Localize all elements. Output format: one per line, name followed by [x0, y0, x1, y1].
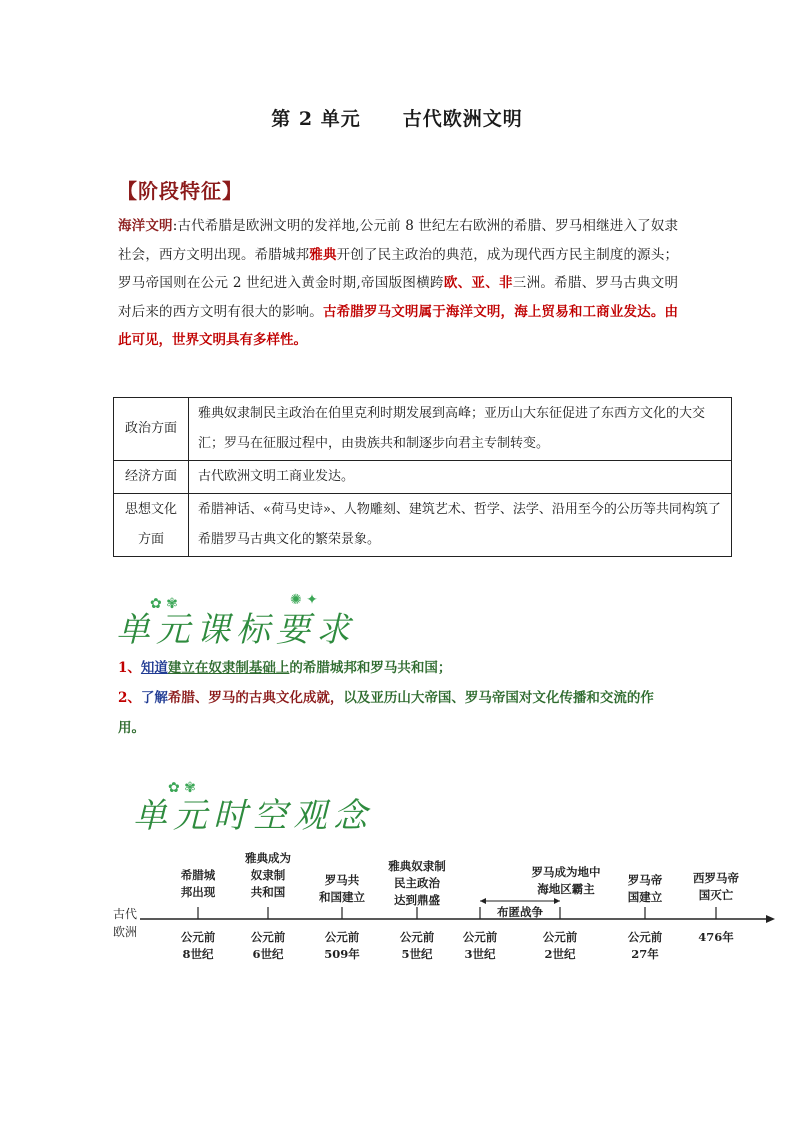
req-verb: 知道: [140, 660, 168, 676]
event-date: 公元前: [542, 930, 578, 944]
event-date: 公元前: [250, 930, 286, 944]
req-phrase: 希腊、罗马的古典文化成就，: [167, 690, 344, 706]
maritime-label: 海洋文明: [118, 218, 173, 234]
event-text: 罗马帝: [627, 873, 663, 887]
page-title: [0, 104, 794, 131]
timeline-event: [245, 851, 291, 961]
flower-decoration-icon: ✿ ✾: [150, 596, 178, 612]
requirement-item: [118, 683, 678, 743]
summary-table: [113, 397, 732, 557]
event-text: 达到鼎盛: [394, 893, 440, 907]
req-number: 2、: [118, 690, 141, 706]
timeline-diagram: [0, 840, 794, 980]
req-phrase: 以及亚历山大帝国、罗马帝国对文化传播和交流的作用。: [118, 690, 654, 736]
table-content: 雅典奴隶制民主政治在伯里克利时期发展到高峰；亚历山大东征促进了东西方文化的大交汇；罗马在征服过程中，由贵族共和制逐步向君主专制转变。: [189, 398, 732, 461]
stage-paragraph: [118, 212, 678, 355]
event-date: 公元前: [627, 930, 663, 944]
event-text: 国灭亡: [698, 888, 734, 902]
event-date: 476年: [698, 930, 734, 944]
sparkle-decoration-icon: ✺ ✦: [290, 592, 318, 608]
table-row: [114, 494, 732, 557]
event-text: 奴隶制: [250, 868, 286, 882]
event-text: 雅典成为: [245, 851, 291, 865]
stage-heading: 【阶段特征】: [117, 179, 243, 203]
event-text: 国建立: [627, 890, 663, 904]
axis-arrow-icon: [766, 915, 775, 923]
requirements-banner: 单元课标要求: [116, 610, 356, 650]
event-text: 海地区霸主: [537, 882, 595, 896]
event-text: 民主政治: [394, 876, 440, 890]
para-text-2: 开创了民主政治的典范，成为现代西方民主制度的源头；罗马帝国则在公元 2 世纪进入黄金时期,帝国版图横跨: [118, 246, 679, 291]
table-row: [114, 461, 732, 494]
event-date: 509年: [324, 947, 360, 961]
event-text: 罗马共: [324, 873, 360, 887]
req-phrase: 建立在奴隶制基础上: [167, 660, 290, 676]
timeline-event: [693, 871, 739, 944]
event-date: 公元前: [399, 930, 435, 944]
flower-decoration-icon: ✿ ✾: [168, 780, 196, 796]
event-text: 邦出现: [180, 885, 216, 899]
timeline-event: [628, 873, 663, 961]
continents-highlight: 欧、亚、非: [443, 275, 513, 291]
timeline-event: [181, 868, 216, 961]
requirement-item: [118, 653, 678, 683]
timeline-event: [463, 907, 498, 961]
event-date: 6世纪: [252, 947, 284, 961]
event-text: 希腊城: [180, 868, 216, 882]
event-text: 和国建立: [319, 890, 365, 904]
timeline-banner: 单元时空观念: [133, 796, 373, 836]
war-label: 布匿战争: [497, 905, 543, 919]
unit-number: 第 2 单元: [271, 108, 361, 130]
table-aspect: 政治方面: [114, 398, 189, 461]
event-date: 公元前: [462, 930, 498, 944]
war-span-arrow-icon: [480, 898, 486, 904]
event-date: 公元前: [180, 930, 216, 944]
timeline-event: [319, 873, 365, 961]
event-date: 8世纪: [182, 947, 214, 961]
table-aspect: 思想文化方面: [114, 494, 189, 557]
event-text: 雅典奴隶制: [388, 859, 446, 873]
event-date: 27年: [631, 947, 659, 961]
req-verb: 了解: [140, 690, 168, 706]
table-row: [114, 398, 732, 461]
para-text-3: 三洲。希腊、罗马古典文明对后来的西方文明有很大的影响。: [118, 275, 679, 320]
event-date: 2世纪: [544, 947, 576, 961]
event-text: 罗马成为地中: [531, 865, 601, 879]
event-text: 共和国: [250, 885, 286, 899]
axis-label: 古代: [113, 907, 138, 921]
table-aspect: 经济方面: [114, 461, 189, 494]
athens-highlight: 雅典: [309, 246, 337, 263]
conclusion-highlight: 古希腊罗马文明属于海洋文明，海上贸易和工商业发达。由此可见，世界文明具有多样性。: [118, 303, 678, 348]
table-content: 希腊神话、«荷马史诗»、人物雕刻、建筑艺术、哲学、法学、沿用至今的公历等共同构筑了希腊罗马古典文化的繁荣景象。: [189, 494, 732, 557]
unit-name: 古代欧洲文明: [402, 108, 523, 130]
table-content: 古代欧洲文明工商业发达。: [189, 461, 732, 494]
event-text: 西罗马帝: [693, 871, 739, 885]
req-number: 1、: [118, 660, 141, 676]
timeline-event: [388, 859, 446, 961]
event-date: 3世纪: [464, 947, 496, 961]
req-phrase: 的希腊城邦和罗马共和国；: [289, 660, 452, 676]
para-text-1: :古代希腊是欧洲文明的发祥地,公元前 8 世纪左右欧洲的希腊、罗马相继进入了奴隶社会，西方文明出现。希腊城邦: [118, 218, 679, 263]
axis-label: 欧洲: [113, 925, 138, 939]
event-date: 5世纪: [401, 947, 433, 961]
event-date: 公元前: [324, 930, 360, 944]
war-span-arrow-icon: [554, 898, 560, 904]
